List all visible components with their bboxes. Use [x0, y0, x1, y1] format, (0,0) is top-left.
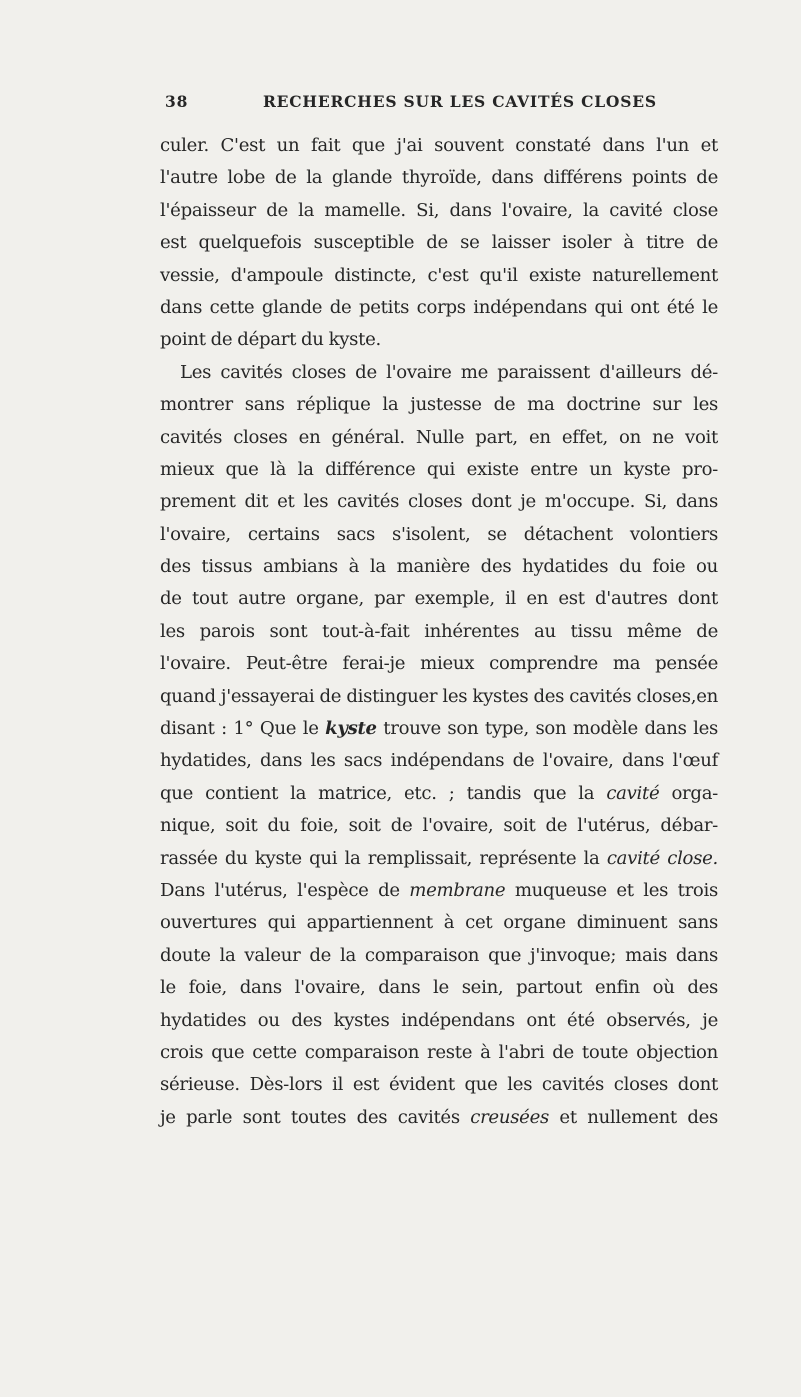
- text-line: [160, 713, 718, 745]
- text-line: [160, 843, 718, 875]
- text-run: des tissus ambians à la manière des hydatides du foie ou: [160, 556, 718, 578]
- emphasized-text: membrane: [409, 879, 506, 901]
- text-run: est quelquefois susceptible de se laisser isoler à titre de: [160, 232, 718, 254]
- text-line: [160, 195, 718, 227]
- text-run: et nullement des: [548, 1106, 718, 1128]
- text-line: [160, 940, 718, 972]
- running-head: [160, 92, 801, 118]
- text-line: [160, 260, 718, 292]
- text-line: [160, 1037, 718, 1069]
- text-run: mieux que là la différence qui existe entre un kyste pro-: [160, 458, 718, 480]
- text-run: disant : 1° Que le: [160, 718, 326, 740]
- text-run: point de départ du kyste.: [160, 329, 382, 351]
- text-run: le foie, dans l'ovaire, dans le sein, partout enfin où des: [160, 977, 718, 999]
- text-line: [160, 972, 718, 1004]
- text-line: [160, 357, 718, 389]
- text-run: montrer sans réplique la justesse de ma doctrine sur les: [160, 394, 718, 416]
- text-line: [160, 324, 718, 356]
- text-run: cavités closes en général. Nulle part, en effet, on ne voit: [160, 426, 718, 448]
- text-line: [160, 519, 718, 551]
- text-line: [160, 454, 718, 486]
- text-run: ouvertures qui appartiennent à cet organe diminuent sans: [160, 912, 718, 934]
- text-line: [160, 907, 718, 939]
- text-line: [160, 292, 718, 324]
- text-run: rassée du kyste qui la remplissait, représente la: [160, 847, 607, 869]
- text-line: [160, 130, 718, 162]
- running-title: RECHERCHES SUR LES CAVITÉS CLOSES: [263, 92, 657, 111]
- emphasized-text: cavité close.: [606, 847, 718, 869]
- text-run: sérieuse. Dès-lors il est évident que les cavités closes dont: [160, 1074, 718, 1096]
- text-line: [160, 648, 718, 680]
- text-line: [160, 162, 718, 194]
- text-run: les parois sont tout-à-fait inhérentes au tissu même de: [160, 620, 718, 642]
- text-run: nique, soit du foie, soit de l'ovaire, soit de l'utérus, débar-: [160, 815, 718, 837]
- text-line: [160, 778, 718, 810]
- text-run: l'ovaire, certains sacs s'isolent, se détachent volontiers: [160, 523, 718, 545]
- page-number: 38: [165, 92, 189, 111]
- emphasized-text: kyste: [325, 718, 377, 740]
- text-line: [160, 389, 718, 421]
- text-run: culer. C'est un fait que j'ai souvent constaté dans l'un et: [160, 135, 718, 156]
- text-run: prement dit et les cavités closes dont je m'occupe. Si, dans: [160, 491, 718, 513]
- text-run: l'ovaire. Peut-être ferai-je mieux comprendre ma pensée: [160, 653, 718, 675]
- text-line: [160, 875, 718, 907]
- text-run: je parle sont toutes des cavités: [160, 1106, 471, 1128]
- emphasized-text: creusées: [470, 1106, 549, 1128]
- text-line: [160, 422, 718, 454]
- text-run: l'autre lobe de la glande thyroïde, dans différens points de: [160, 167, 718, 189]
- text-run: orga-: [659, 782, 718, 804]
- text-line: [160, 810, 718, 842]
- text-run: hydatides ou des kystes indépendans ont été observés, je: [160, 1009, 718, 1031]
- text-run: hydatides, dans les sacs indépendans de l'ovaire, dans l'œuf: [160, 750, 718, 772]
- text-line: [160, 1102, 718, 1134]
- text-line: [160, 583, 718, 615]
- text-line: [160, 681, 718, 713]
- text-line: [160, 1069, 718, 1101]
- text-run: l'épaisseur de la mamelle. Si, dans l'ovaire, la cavité close: [160, 199, 718, 221]
- text-run: Dans l'utérus, l'espèce de: [160, 879, 410, 901]
- text-line: [160, 227, 718, 259]
- text-run: crois que cette comparaison reste à l'abri de toute objection: [160, 1041, 718, 1063]
- text-line: [160, 616, 718, 648]
- text-run: vessie, d'ampoule distincte, c'est qu'il existe naturellement: [160, 264, 718, 286]
- text-line: [160, 745, 718, 777]
- text-run: de tout autre organe, par exemple, il en est d'autres dont: [160, 588, 718, 610]
- text-line: [160, 1005, 718, 1037]
- text-run: muqueuse et les trois: [505, 879, 718, 901]
- body-text: [160, 130, 718, 1134]
- text-run: doute la valeur de la comparaison que j'invoque; mais dans: [160, 944, 718, 966]
- text-run: que contient la matrice, etc. ; tandis que la: [160, 782, 607, 804]
- text-run: Les cavités closes de l'ovaire me paraissent d'ailleurs dé-: [180, 361, 718, 383]
- text-run: quand j'essayerai de distinguer les kystes des cavités closes,en: [160, 685, 718, 707]
- text-line: [160, 486, 718, 518]
- text-run: dans cette glande de petits corps indépendans qui ont été le: [160, 296, 718, 318]
- text-line: [160, 551, 718, 583]
- text-run: trouve son type, son modèle dans les: [376, 718, 718, 740]
- emphasized-text: cavité: [606, 782, 660, 804]
